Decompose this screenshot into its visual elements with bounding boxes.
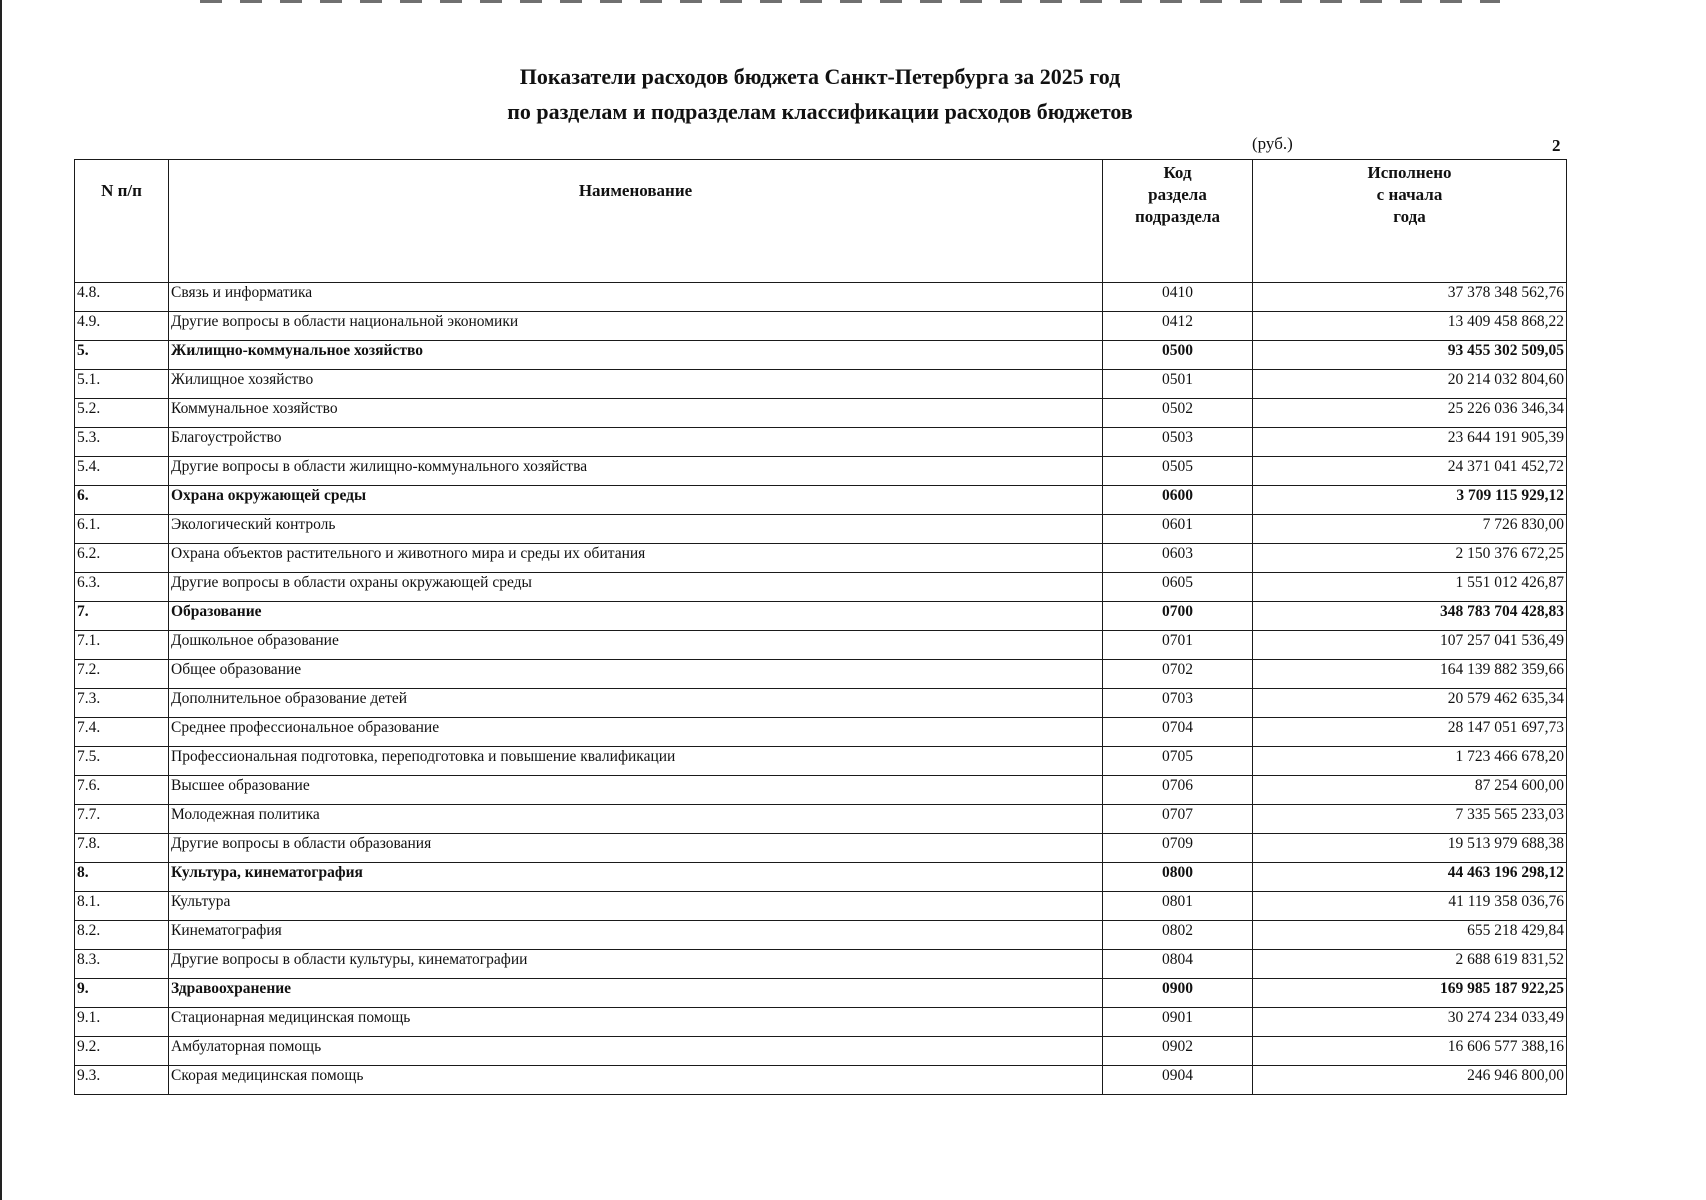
row-code: 0502	[1103, 399, 1253, 428]
row-amount: 655 218 429,84	[1253, 921, 1567, 950]
row-amount: 2 688 619 831,52	[1253, 950, 1567, 979]
row-number: 7.8.	[75, 834, 169, 863]
row-amount: 169 985 187 922,25	[1253, 979, 1567, 1008]
row-number: 5.	[75, 341, 169, 370]
row-code: 0700	[1103, 602, 1253, 631]
table-row	[75, 602, 1567, 631]
table-row	[75, 399, 1567, 428]
row-name: Жилищно-коммунальное хозяйство	[169, 341, 1103, 370]
table-body	[75, 283, 1567, 1095]
row-amount: 13 409 458 868,22	[1253, 312, 1567, 341]
row-number: 8.	[75, 863, 169, 892]
row-number: 6.1.	[75, 515, 169, 544]
row-amount: 44 463 196 298,12	[1253, 863, 1567, 892]
row-number: 9.2.	[75, 1037, 169, 1066]
row-code: 0503	[1103, 428, 1253, 457]
table-row	[75, 834, 1567, 863]
row-amount: 20 579 462 635,34	[1253, 689, 1567, 718]
table-row	[75, 921, 1567, 950]
row-amount: 37 378 348 562,76	[1253, 283, 1567, 312]
code-header-line2: раздела	[1148, 185, 1207, 204]
row-name: Экологический контроль	[169, 515, 1103, 544]
row-amount: 348 783 704 428,83	[1253, 602, 1567, 631]
row-amount: 1 723 466 678,20	[1253, 747, 1567, 776]
table-row	[75, 1037, 1567, 1066]
table-row	[75, 776, 1567, 805]
table-row	[75, 660, 1567, 689]
row-name: Другие вопросы в области национальной экономики	[169, 312, 1103, 341]
row-number: 8.1.	[75, 892, 169, 921]
row-name: Благоустройство	[169, 428, 1103, 457]
row-amount: 24 371 041 452,72	[1253, 457, 1567, 486]
row-amount: 107 257 041 536,49	[1253, 631, 1567, 660]
row-amount: 246 946 800,00	[1253, 1066, 1567, 1095]
table-row	[75, 979, 1567, 1008]
table-row	[75, 370, 1567, 399]
row-amount: 1 551 012 426,87	[1253, 573, 1567, 602]
row-code: 0704	[1103, 718, 1253, 747]
amount-header-line2: с начала	[1376, 185, 1443, 204]
row-amount: 16 606 577 388,16	[1253, 1037, 1567, 1066]
row-code: 0801	[1103, 892, 1253, 921]
row-code: 0702	[1103, 660, 1253, 689]
table-row	[75, 544, 1567, 573]
row-name: Жилищное хозяйство	[169, 370, 1103, 399]
row-amount: 3 709 115 929,12	[1253, 486, 1567, 515]
table-row	[75, 515, 1567, 544]
row-number: 8.3.	[75, 950, 169, 979]
row-code: 0600	[1103, 486, 1253, 515]
row-code: 0703	[1103, 689, 1253, 718]
column-header-name: Наименование	[169, 160, 1103, 283]
document-subtitle: по разделам и подразделам классификации расходов бюджетов	[507, 99, 1133, 124]
row-number: 5.1.	[75, 370, 169, 399]
row-amount: 19 513 979 688,38	[1253, 834, 1567, 863]
table-row	[75, 428, 1567, 457]
row-code: 0901	[1103, 1008, 1253, 1037]
row-number: 7.3.	[75, 689, 169, 718]
row-name: Кинематография	[169, 921, 1103, 950]
row-amount: 25 226 036 346,34	[1253, 399, 1567, 428]
row-number: 5.4.	[75, 457, 169, 486]
row-name: Дошкольное образование	[169, 631, 1103, 660]
row-name: Молодежная политика	[169, 805, 1103, 834]
row-code: 0707	[1103, 805, 1253, 834]
row-amount: 41 119 358 036,76	[1253, 892, 1567, 921]
row-number: 6.3.	[75, 573, 169, 602]
row-amount: 2 150 376 672,25	[1253, 544, 1567, 573]
row-name: Связь и информатика	[169, 283, 1103, 312]
row-name: Здравоохранение	[169, 979, 1103, 1008]
row-name: Культура, кинематография	[169, 863, 1103, 892]
row-name: Амбулаторная помощь	[169, 1037, 1103, 1066]
budget-expenditure-table	[74, 159, 1567, 1095]
row-amount: 7 726 830,00	[1253, 515, 1567, 544]
column-header-amount	[1253, 160, 1567, 283]
row-name: Охрана окружающей среды	[169, 486, 1103, 515]
row-code: 0410	[1103, 283, 1253, 312]
table-row	[75, 631, 1567, 660]
row-name: Профессиональная подготовка, переподготовка и повышение квалификации	[169, 747, 1103, 776]
row-number: 7.2.	[75, 660, 169, 689]
amount-header-line3: года	[1393, 207, 1426, 226]
table-row	[75, 457, 1567, 486]
row-code: 0601	[1103, 515, 1253, 544]
table-row	[75, 486, 1567, 515]
row-name: Культура	[169, 892, 1103, 921]
table-header-row	[75, 160, 1567, 283]
column-header-number: N п/п	[75, 160, 169, 283]
row-code: 0902	[1103, 1037, 1253, 1066]
table-row	[75, 1008, 1567, 1037]
row-number: 8.2.	[75, 921, 169, 950]
row-number: 6.	[75, 486, 169, 515]
code-header-line3: подраздела	[1134, 207, 1221, 226]
row-amount: 20 214 032 804,60	[1253, 370, 1567, 399]
row-code: 0800	[1103, 863, 1253, 892]
table-row	[75, 689, 1567, 718]
row-number: 7.4.	[75, 718, 169, 747]
row-name: Высшее образование	[169, 776, 1103, 805]
row-name: Другие вопросы в области культуры, кинематографии	[169, 950, 1103, 979]
table-row	[75, 283, 1567, 312]
row-amount: 30 274 234 033,49	[1253, 1008, 1567, 1037]
row-code: 0501	[1103, 370, 1253, 399]
row-name: Другие вопросы в области образования	[169, 834, 1103, 863]
row-number: 7.7.	[75, 805, 169, 834]
table-row	[75, 341, 1567, 370]
row-name: Среднее профессиональное образование	[169, 718, 1103, 747]
table-row	[75, 805, 1567, 834]
row-code: 0505	[1103, 457, 1253, 486]
row-code: 0603	[1103, 544, 1253, 573]
table-row	[75, 863, 1567, 892]
column-header-code	[1103, 160, 1253, 283]
row-code: 0605	[1103, 573, 1253, 602]
scan-top-artifact	[200, 0, 1500, 3]
row-code: 0705	[1103, 747, 1253, 776]
row-amount: 87 254 600,00	[1253, 776, 1567, 805]
row-code: 0412	[1103, 312, 1253, 341]
scan-left-edge	[0, 0, 2, 1200]
row-code: 0900	[1103, 979, 1253, 1008]
row-code: 0709	[1103, 834, 1253, 863]
row-name: Охрана объектов растительного и животного мира и среды их обитания	[169, 544, 1103, 573]
row-amount: 28 147 051 697,73	[1253, 718, 1567, 747]
document-title: Показатели расходов бюджета Санкт-Петербурга за 2025 год	[519, 64, 1121, 89]
row-number: 7.	[75, 602, 169, 631]
row-number: 4.8.	[75, 283, 169, 312]
row-name: Стационарная медицинская помощь	[169, 1008, 1103, 1037]
row-number: 7.5.	[75, 747, 169, 776]
table-row	[75, 1066, 1567, 1095]
row-number: 9.3.	[75, 1066, 169, 1095]
row-number: 5.3.	[75, 428, 169, 457]
row-name: Общее образование	[169, 660, 1103, 689]
row-amount: 93 455 302 509,05	[1253, 341, 1567, 370]
row-name: Образование	[169, 602, 1103, 631]
row-code: 0500	[1103, 341, 1253, 370]
row-name: Другие вопросы в области жилищно-коммунального хозяйства	[169, 457, 1103, 486]
row-amount: 164 139 882 359,66	[1253, 660, 1567, 689]
row-code: 0804	[1103, 950, 1253, 979]
row-amount: 23 644 191 905,39	[1253, 428, 1567, 457]
page-number: 2	[1552, 136, 1561, 155]
table-row	[75, 718, 1567, 747]
row-code: 0706	[1103, 776, 1253, 805]
row-name: Другие вопросы в области охраны окружающей среды	[169, 573, 1103, 602]
table-row	[75, 312, 1567, 341]
row-number: 6.2.	[75, 544, 169, 573]
table-row	[75, 573, 1567, 602]
row-number: 9.1.	[75, 1008, 169, 1037]
table-row	[75, 950, 1567, 979]
row-name: Скорая медицинская помощь	[169, 1066, 1103, 1095]
row-number: 5.2.	[75, 399, 169, 428]
row-amount: 7 335 565 233,03	[1253, 805, 1567, 834]
row-code: 0701	[1103, 631, 1253, 660]
code-header-line1: Код	[1163, 163, 1192, 182]
row-code: 0802	[1103, 921, 1253, 950]
row-name: Коммунальное хозяйство	[169, 399, 1103, 428]
row-number: 9.	[75, 979, 169, 1008]
currency-unit: (руб.)	[1252, 134, 1293, 153]
row-number: 4.9.	[75, 312, 169, 341]
table-row	[75, 892, 1567, 921]
table-row	[75, 747, 1567, 776]
row-code: 0904	[1103, 1066, 1253, 1095]
row-name: Дополнительное образование детей	[169, 689, 1103, 718]
row-number: 7.1.	[75, 631, 169, 660]
row-number: 7.6.	[75, 776, 169, 805]
amount-header-line1: Исполнено	[1367, 163, 1452, 182]
